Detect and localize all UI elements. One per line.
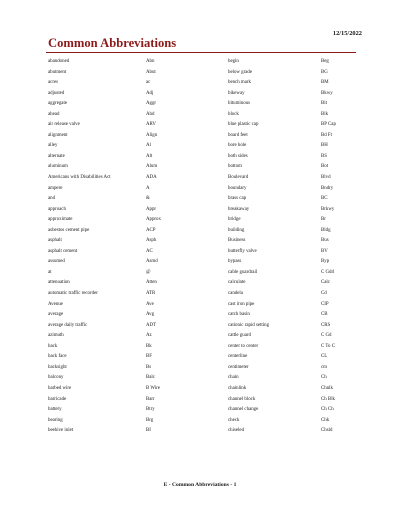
term-left: ahead: [48, 111, 60, 117]
table-row: [48, 300, 360, 311]
term-left: balcony: [48, 375, 64, 381]
term-right: Business: [228, 238, 246, 244]
table-row: [48, 226, 360, 237]
abbr-left: Align: [146, 132, 158, 138]
abbr-right: CRS: [321, 322, 331, 328]
table-row: [48, 310, 360, 321]
abbr-right: Bus: [321, 238, 329, 244]
table-row: [48, 268, 360, 279]
abbr-right: BV: [321, 248, 328, 254]
table-row: [48, 363, 360, 374]
term-left: beehive inlet: [48, 428, 74, 434]
term-right: candela: [228, 291, 243, 297]
table-row: [48, 78, 360, 89]
term-left: aggregate: [48, 101, 68, 107]
term-right: centimeter: [228, 364, 249, 370]
abbr-right: C To C: [321, 343, 335, 349]
term-right: cable guardrail: [228, 269, 258, 275]
term-right: channel block: [228, 396, 256, 402]
abbr-left: BI: [146, 428, 151, 434]
header-date: 12/15/2022: [332, 30, 362, 37]
table-row: [48, 194, 360, 205]
abbr-right: BM: [321, 80, 329, 86]
term-right: bituminous: [228, 101, 251, 107]
table-row: [48, 289, 360, 300]
table-row: [48, 131, 360, 142]
page-footer: E - Common Abbreviations - 1: [163, 482, 237, 488]
term-right: blue plastic cap: [228, 122, 259, 128]
term-left: alternate: [48, 153, 65, 159]
abbr-right: Br: [321, 217, 326, 223]
term-left: ampere: [48, 185, 63, 191]
term-left: battery: [48, 407, 62, 413]
table-row: [48, 352, 360, 363]
term-left: and: [48, 196, 56, 202]
table-row: [48, 331, 360, 342]
abbr-right: C Gdrl: [321, 269, 335, 275]
term-right: bypass: [228, 259, 242, 265]
term-left: assumed: [48, 259, 65, 265]
table-row: [48, 278, 360, 289]
table-row: [48, 99, 360, 110]
abbr-left: BF: [146, 354, 152, 360]
term-left: Americans with Disabilities Act: [48, 175, 111, 181]
abbr-left: Asph: [146, 238, 157, 244]
term-right: butterfly valve: [228, 248, 257, 254]
term-right: building: [228, 227, 245, 233]
abbr-right: Bldg: [321, 227, 331, 233]
term-right: board feet: [228, 132, 248, 138]
term-right: both sides: [228, 153, 248, 159]
term-left: asbestos cement pipe: [48, 227, 90, 233]
abbr-right: CB: [321, 312, 328, 318]
abbr-left: Adj: [146, 90, 154, 96]
abbr-right: Byp: [321, 259, 330, 265]
table-row: [48, 236, 360, 247]
abbr-right: BP Cap: [321, 122, 336, 128]
table-row: [48, 173, 360, 184]
term-right: cast iron pipe: [228, 301, 255, 307]
term-right: calculate: [228, 280, 246, 286]
term-left: at: [48, 269, 52, 275]
term-right: below grade: [228, 69, 253, 75]
abbr-right: Bkwy: [321, 90, 333, 96]
page-title: Common Abbreviations: [48, 36, 177, 50]
table-row: [48, 426, 360, 437]
abbr-right: Beg: [321, 59, 329, 64]
table-row: [48, 184, 360, 195]
abbr-left: Balc: [146, 375, 155, 381]
abbr-right: CL: [321, 354, 328, 360]
abbr-left: Abut: [146, 69, 156, 75]
abbr-left: Ave: [146, 301, 154, 307]
abbr-left: ATR: [146, 291, 156, 297]
term-right: block: [228, 111, 239, 117]
term-left: backsight: [48, 364, 67, 370]
abbreviation-table: [48, 57, 360, 437]
term-right: begin: [228, 59, 239, 64]
abbr-right: Ch Blk: [321, 396, 335, 402]
table-row: [48, 247, 360, 258]
table-row: [48, 120, 360, 131]
abbr-left: ACP: [146, 227, 156, 233]
term-left: automatic traffic recorder: [48, 291, 98, 297]
abbr-right: cm: [321, 364, 327, 370]
term-left: barbed wire: [48, 385, 72, 391]
abbr-left: Avg: [146, 312, 155, 318]
term-right: bikeway: [228, 90, 245, 96]
abbr-left: Al: [146, 143, 151, 149]
term-left: air release valve: [48, 122, 80, 128]
table-row: [48, 416, 360, 427]
abbr-right: Blk: [321, 111, 329, 117]
abbr-left: Approx: [146, 217, 161, 223]
table-row: [48, 373, 360, 384]
term-left: average daily traffic: [48, 322, 88, 328]
term-right: chainlink: [228, 385, 247, 391]
abbr-right: Brkwy: [321, 206, 335, 212]
abbr-left: A: [146, 185, 150, 191]
table-row: [48, 162, 360, 173]
abbr-right: BH: [321, 143, 328, 149]
abbr-left: Aggr: [146, 101, 157, 107]
term-left: alignment: [48, 132, 68, 138]
term-right: cationic rapid setting: [228, 322, 270, 328]
term-left: asphalt cement: [48, 248, 78, 254]
abbr-right: Chsld: [321, 428, 333, 434]
table-row: [48, 395, 360, 406]
table-row: [48, 215, 360, 226]
abbr-left: ac: [146, 80, 151, 86]
term-right: catch basin: [228, 312, 250, 318]
term-right: chiseled: [228, 428, 245, 434]
term-left: aluminum: [48, 164, 68, 170]
abbr-right: C Gd: [321, 333, 332, 339]
term-left: asphalt: [48, 238, 62, 244]
abbr-left: Bk: [146, 343, 152, 349]
term-right: check: [228, 417, 240, 423]
title-rule: [46, 52, 356, 53]
abbr-left: Atten: [146, 280, 157, 286]
term-left: back: [48, 343, 58, 349]
abbr-left: Az: [146, 333, 152, 339]
term-right: centerline: [228, 354, 248, 360]
term-right: bottom: [228, 164, 242, 170]
abbr-right: Blvd: [321, 175, 331, 181]
abbr-right: BG: [321, 69, 328, 75]
term-left: approximate: [48, 217, 73, 223]
table-row: [48, 141, 360, 152]
table-row: [48, 110, 360, 121]
term-right: chain: [228, 375, 239, 381]
term-left: abandoned: [48, 59, 70, 64]
abbr-right: BC: [321, 196, 328, 202]
abbr-left: ADT: [146, 322, 157, 328]
abbr-left: Asmd: [146, 259, 158, 265]
abbr-left: Appr: [146, 206, 157, 212]
term-right: bench mark: [228, 80, 251, 86]
abbr-left: Barr: [146, 396, 155, 402]
term-right: Boulevard: [228, 175, 249, 181]
abbr-left: ARV: [146, 122, 156, 128]
table-row: [48, 205, 360, 216]
term-left: barricade: [48, 396, 67, 402]
table-row: [48, 152, 360, 163]
abbr-right: Ch: [321, 375, 327, 381]
abbr-left: Brg: [146, 417, 154, 423]
abbr-left: Ahd: [146, 111, 155, 117]
abbr-left: Abn: [146, 59, 155, 64]
term-left: approach: [48, 206, 66, 212]
abbr-right: Ch Ch: [321, 407, 334, 413]
abbr-left: Bs: [146, 364, 152, 370]
abbr-right: Bit: [321, 101, 327, 107]
abbr-right: Chk: [321, 417, 330, 423]
abbr-left: &: [146, 196, 150, 202]
term-right: brass cap: [228, 196, 247, 202]
term-left: abutment: [48, 69, 67, 75]
abbr-left: Alt: [146, 153, 153, 159]
table-row: [48, 405, 360, 416]
table-row: [48, 384, 360, 395]
abbr-left: AC: [146, 248, 153, 254]
abbr-right: Cd: [321, 291, 327, 297]
table-row: [48, 89, 360, 100]
term-right: bridge: [228, 217, 241, 223]
term-right: breakaway: [228, 206, 250, 212]
table-row: [48, 57, 360, 68]
table-row: [48, 257, 360, 268]
term-right: cattle guard: [228, 333, 251, 339]
term-left: acres: [48, 80, 59, 86]
term-left: azimuth: [48, 333, 64, 339]
term-left: bearing: [48, 417, 63, 423]
term-left: average: [48, 312, 64, 318]
abbr-right: CIP: [321, 301, 329, 307]
table-row: [48, 342, 360, 353]
abbr-left: Btry: [146, 407, 155, 413]
abbr-left: ADA: [146, 175, 157, 181]
abbr-right: Bot: [321, 164, 329, 170]
abbr-right: Bd Ft: [321, 132, 333, 138]
term-right: channel change: [228, 407, 259, 413]
term-left: alley: [48, 143, 58, 149]
abbr-left: B Wire: [146, 385, 160, 391]
term-left: adjusted: [48, 90, 65, 96]
table-row: [48, 68, 360, 79]
abbr-left: Alum: [146, 164, 158, 170]
term-right: boundary: [228, 185, 247, 191]
abbr-right: Calc: [321, 280, 330, 286]
table-row: [48, 321, 360, 332]
term-right: center to center: [228, 343, 259, 349]
abbr-right: BS: [321, 153, 327, 159]
term-left: attenuation: [48, 280, 70, 286]
abbr-right: Chnlk: [321, 385, 333, 391]
term-left: Avenue: [48, 301, 63, 307]
term-right: bore hole: [228, 143, 247, 149]
term-left: back face: [48, 354, 67, 360]
abbr-right: Bndry: [321, 185, 334, 191]
abbr-left: @: [146, 269, 151, 275]
